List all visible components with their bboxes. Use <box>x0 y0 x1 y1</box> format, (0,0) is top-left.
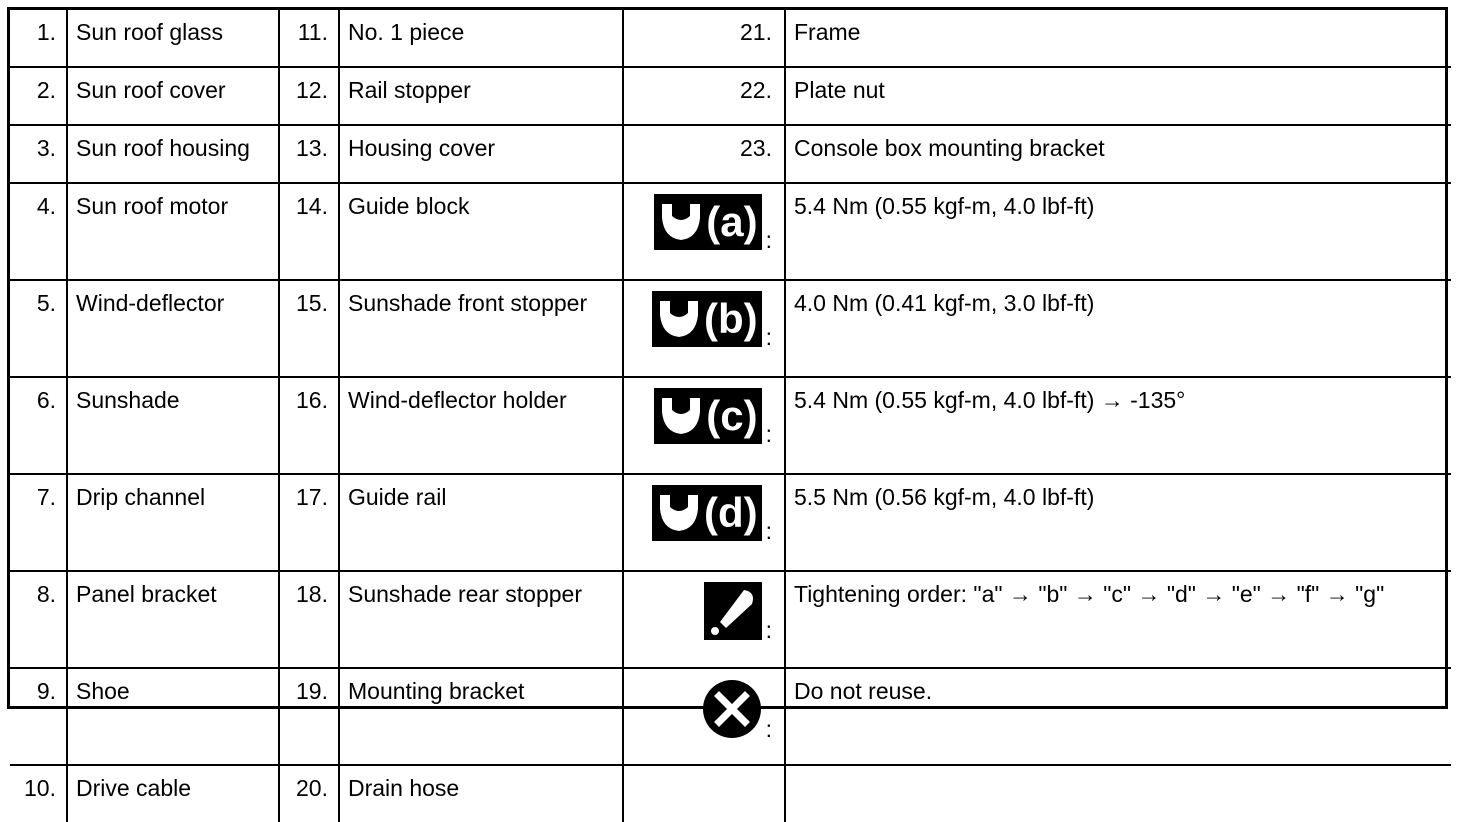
part-name: Wind-deflector <box>67 280 279 377</box>
torque-symbol-cell <box>623 183 785 280</box>
part-number: 4. <box>10 183 67 280</box>
parts-legend-table <box>10 10 1451 822</box>
part-number: 7. <box>10 474 67 571</box>
part-name: No. 1 piece <box>339 10 623 67</box>
part-number: 16. <box>279 377 339 474</box>
part-number: 8. <box>10 571 67 668</box>
symbol-colon: : <box>765 324 772 350</box>
part-number: 12. <box>279 67 339 125</box>
torque-symbol-cell <box>623 474 785 571</box>
symbol-colon: : <box>765 518 772 544</box>
part-number: 18. <box>279 571 339 668</box>
part-number: 17. <box>279 474 339 571</box>
table-row <box>10 67 1451 125</box>
part-name: Frame <box>785 10 1451 67</box>
torque-symbol-cell <box>623 377 785 474</box>
note-text: Do not reuse. <box>785 668 1451 765</box>
symbol-colon: : <box>765 617 772 643</box>
part-name: Panel bracket <box>67 571 279 668</box>
part-number: 23. <box>623 125 785 183</box>
torque-wrench-icon <box>652 485 762 541</box>
symbol-colon: : <box>765 227 772 253</box>
part-number: 6. <box>10 377 67 474</box>
wrench-glyph <box>656 297 702 341</box>
part-name: Drive cable <box>67 765 279 822</box>
part-number: 2. <box>10 67 67 125</box>
part-number: 19. <box>279 668 339 765</box>
part-name: Drip channel <box>67 474 279 571</box>
wrench-glyph <box>656 491 702 535</box>
table-row <box>10 474 1451 571</box>
torque-wrench-icon <box>652 291 762 347</box>
part-name: Plate nut <box>785 67 1451 125</box>
table-row <box>10 125 1451 183</box>
note-text: Tightening order: "a" → "b" → "c" → "d" → "e" → "f" → "g" <box>785 571 1451 668</box>
part-name: Sun roof housing <box>67 125 279 183</box>
torque-wrench-icon <box>654 194 761 250</box>
table-row <box>10 765 1451 822</box>
part-number: 5. <box>10 280 67 377</box>
part-name: Console box mounting bracket <box>785 125 1451 183</box>
parts-legend-frame <box>7 7 1448 801</box>
table-row <box>10 571 1451 668</box>
torque-wrench-icon <box>654 388 761 444</box>
reuse-symbol-cell <box>623 668 785 765</box>
empty-cell <box>623 765 785 822</box>
torque-value: 4.0 Nm (0.41 kgf-m, 3.0 lbf-ft) <box>785 280 1451 377</box>
caution-note-icon <box>704 582 762 640</box>
torque-value: 5.4 Nm (0.55 kgf-m, 4.0 lbf-ft) <box>785 183 1451 280</box>
part-name: Shoe <box>67 668 279 765</box>
table-row <box>10 183 1451 280</box>
table-row <box>10 668 1451 765</box>
torque-symbol-cell <box>623 280 785 377</box>
empty-cell <box>785 765 1451 822</box>
part-name: Wind-deflector holder <box>339 377 623 474</box>
part-name: Guide block <box>339 183 623 280</box>
torque-value: 5.4 Nm (0.55 kgf-m, 4.0 lbf-ft) → -135° <box>785 377 1451 474</box>
part-number: 11. <box>279 10 339 67</box>
torque-value: 5.5 Nm (0.56 kgf-m, 4.0 lbf-ft) <box>785 474 1451 571</box>
part-number: 1. <box>10 10 67 67</box>
part-number: 3. <box>10 125 67 183</box>
part-name: Rail stopper <box>339 67 623 125</box>
part-number: 14. <box>279 183 339 280</box>
part-name: Guide rail <box>339 474 623 571</box>
part-name: Sunshade <box>67 377 279 474</box>
part-name: Sun roof motor <box>67 183 279 280</box>
part-number: 10. <box>10 765 67 822</box>
part-name: Sunshade rear stopper <box>339 571 623 668</box>
part-number: 15. <box>279 280 339 377</box>
wrench-glyph <box>658 200 704 244</box>
table-row <box>10 377 1451 474</box>
part-number: 22. <box>623 67 785 125</box>
part-name: Drain hose <box>339 765 623 822</box>
torque-letter: (b) <box>703 295 758 342</box>
part-number: 9. <box>10 668 67 765</box>
table-row <box>10 280 1451 377</box>
part-name: Sun roof cover <box>67 67 279 125</box>
torque-letter: (a) <box>706 198 758 245</box>
part-number: 21. <box>623 10 785 67</box>
torque-letter: (d) <box>703 489 758 536</box>
note-symbol-cell <box>623 571 785 668</box>
part-number: 20. <box>279 765 339 822</box>
torque-letter: (c) <box>706 392 758 439</box>
part-name: Sunshade front stopper <box>339 280 623 377</box>
wrench-glyph <box>658 394 704 438</box>
part-number: 13. <box>279 125 339 183</box>
table-row <box>10 10 1451 67</box>
part-name: Sun roof glass <box>67 10 279 67</box>
part-name: Housing cover <box>339 125 623 183</box>
symbol-colon: : <box>765 421 772 447</box>
part-name: Mounting bracket <box>339 668 623 765</box>
do-not-reuse-icon <box>702 679 762 739</box>
symbol-colon: : <box>765 716 772 742</box>
